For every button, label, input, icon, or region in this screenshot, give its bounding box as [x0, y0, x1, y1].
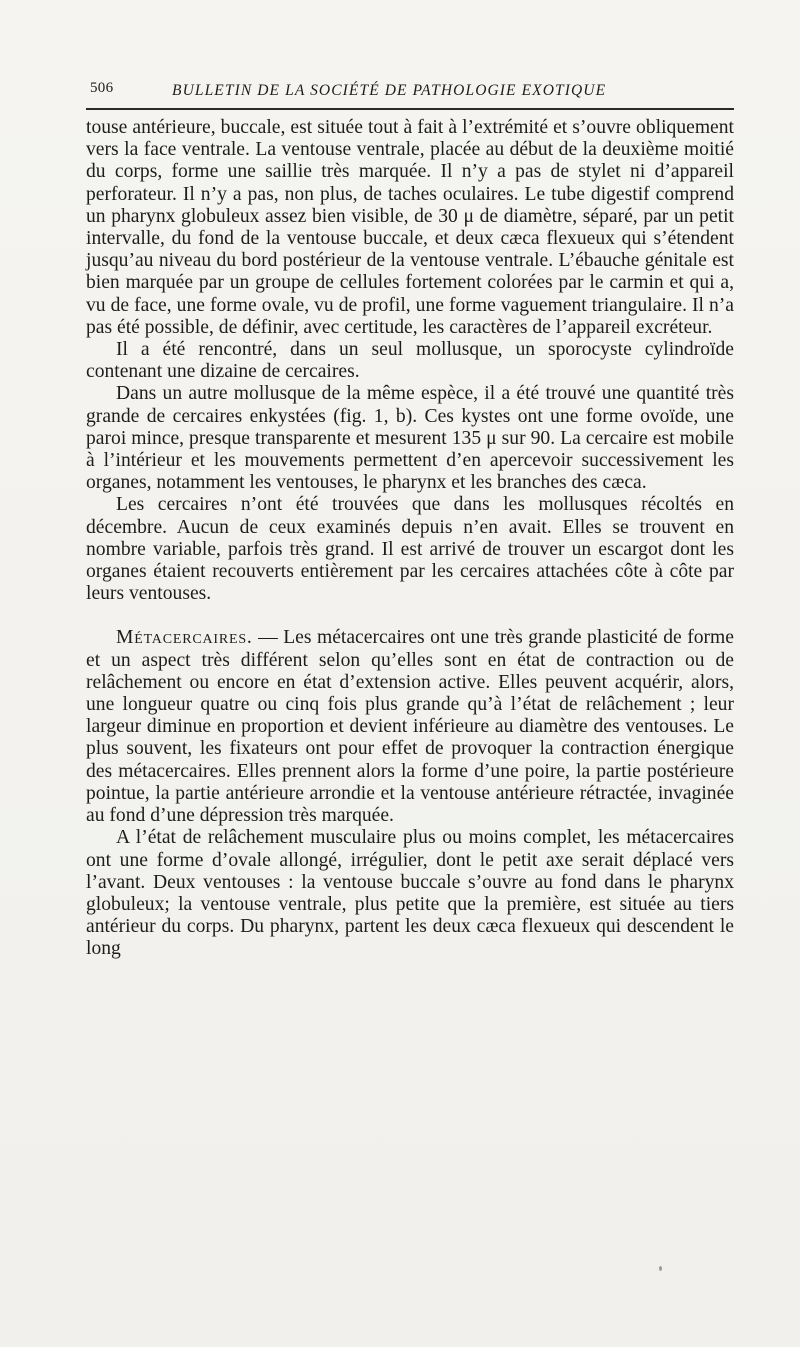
paragraph-cercaires: Les cercaires n’ont été trouvées que dans les mollusques récoltés en décembre. Aucun de ceux examinés depuis n’en avait. Elles se trouvent en nombre variable, parfois très grand. Il est arrivé de trouver un escargot dont les organes étaient recouverts entièrement par les cercaires attachées côte à côte par leurs ventouses.: [86, 494, 734, 605]
page-header: [88, 80, 736, 102]
paragraph-continuation: touse antérieure, buccale, est située tout à fait à l’extrémité et s’ouvre obliquement vers la face ventrale. La ventouse ventrale, placée au début de la deuxième moitié du corps, forme une saillie très marquée. Il n’y a pas de stylet ni d’appareil perforateur. Il n’y a pas, non plus, de taches oculaires. Le tube digestif comprend un pharynx globuleux assez bien visible, de 30 μ de diamètre, séparé, par un petit intervalle, du fond de la ventouse buccale, et deux cæca flexueux qui s’étendent jusqu’au niveau du bord postérieur de la ventouse ventrale. L’ébauche génitale est bien marquée par un groupe de cellules fortement colorées par le carmin et qui a, vu de face, une forme ovale, vu de profil, une forme vaguement triangulaire. Il n’a pas été possible, de définir, avec certitude, les caractères de l’appareil excréteur.: [86, 117, 734, 338]
page-number: 506: [90, 80, 114, 96]
running-title: BULLETIN DE LA SOCIÉTÉ DE PATHOLOGIE EXOTIQUE: [172, 82, 607, 99]
paragraph-kystes: Dans un autre mollusque de la même espèce, il a été trouvé une quantité très grande de cercaires enkystées (fig. 1, b). Ces kystes ont une forme ovoïde, une paroi mince, presque transparente et mesurent 135 μ sur 90. La cercaire est mobile à l’intérieur et les mouvements permettent d’en apercevoir successivement les organes, notamment les ventouses, le pharynx et les branches des cæca.: [86, 383, 734, 494]
paragraph-sporocyste: Il a été rencontré, dans un seul mollusque, un sporocyste cylindroïde contenant une dizaine de cercaires.: [86, 339, 734, 383]
paper-speck: [659, 1266, 662, 1271]
section-heading: Métacercaires.: [116, 627, 253, 649]
header-rule: [86, 108, 734, 110]
body-text: [86, 117, 734, 961]
paragraph-metacercaires-text: — Les métacercaires ont une très grande plasticité de forme et un aspect très différent selon qu’elles sont en état de contraction ou de relâchement ou encore en état d’extension active. Elles peuvent acquérir, alors, une longueur quatre ou cinq fois plus grande qu’à l’état de relâchement ; leur largeur diminue en proportion et devient inférieure au diamètre des ventouses. Le plus souvent, les fixateurs ont pour effet de provoquer la contraction énergique des métacercaires. Elles prennent alors la forme d’une poire, la partie postérieure pointue, la partie antérieure arrondie et la ventouse antérieure rétractée, invaginée au fond d’une dépression très marquée.: [86, 627, 734, 827]
paragraph-metacercaires: [86, 627, 734, 827]
paragraph-relachement: A l’état de relâchement musculaire plus ou moins complet, les métacercaires ont une forme d’ovale allongé, irrégulier, dont le petit axe serait déplacé vers l’avant. Deux ventouses : la ventouse buccale s’ouvre au fond dans le pharynx globuleux; la ventouse ventrale, plus petite que la première, est située au tiers antérieur du corps. Du pharynx, partent les deux cæca flexueux qui descendent le long: [86, 827, 734, 960]
